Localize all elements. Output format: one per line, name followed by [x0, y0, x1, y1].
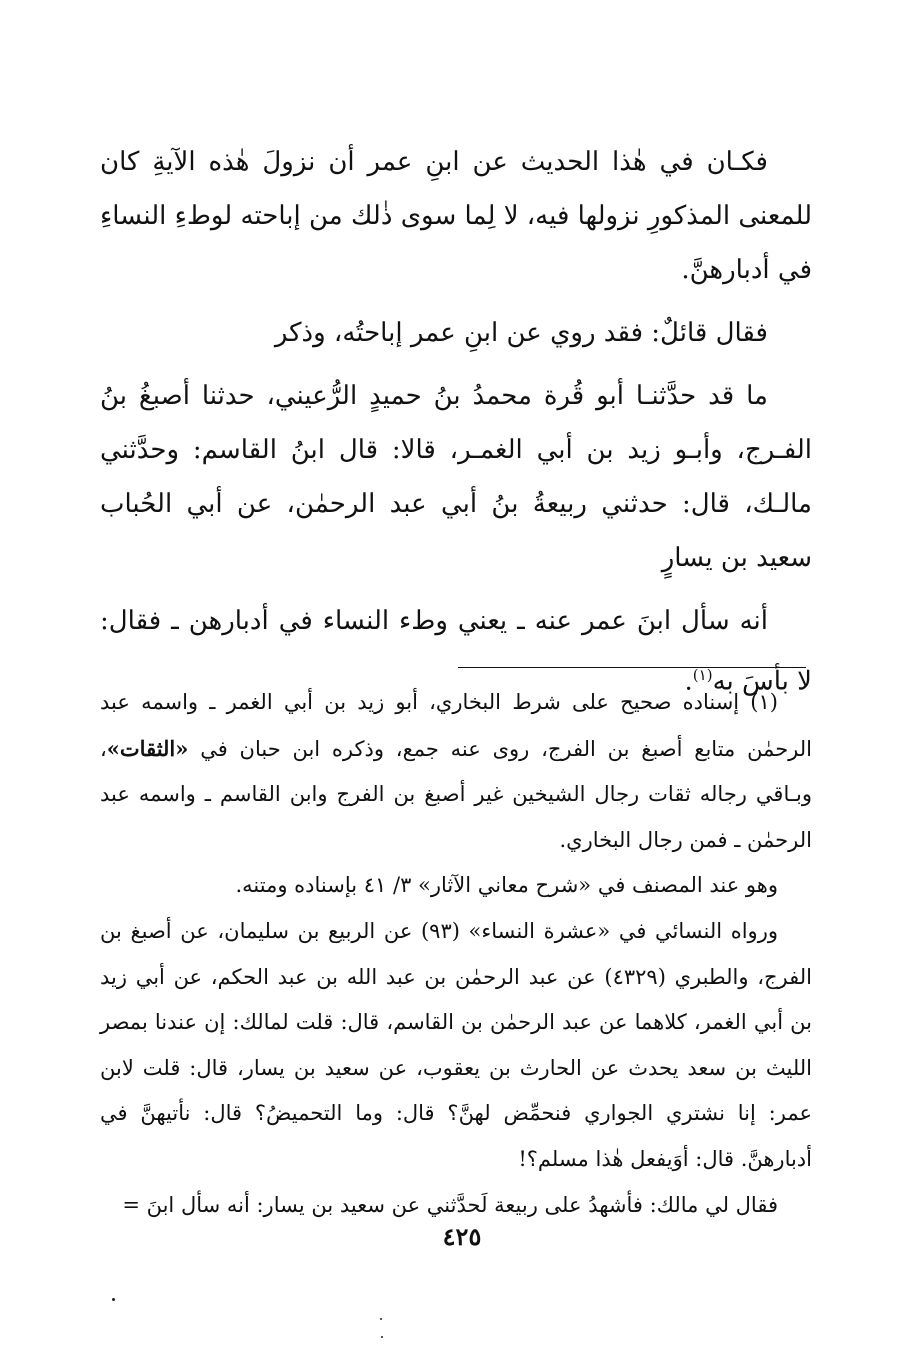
- paragraph-4-end: .: [684, 666, 693, 697]
- page-number: ٤٢٥: [442, 1222, 482, 1251]
- paragraph-3: ما قد حدَّثنـا أبو قُرة محمدُ بنُ حميدٍ الرُّعيني، حدثنا أصبغُ بنُ الفـرج، وأبـو زيد بن أبي الغمـر، قالا: قال ابنُ القاسم: وحدَّثني مالـك، قال: حدثني ربيعةُ بنُ أبي عبد الرحمٰن، عن أبي الحُباب سعيد بن يسارٍ: [100, 381, 812, 573]
- footnote-2: وهو عند المصنف في «شرح معاني الآثار» ٣/ ٤١ بإسناده ومتنه.: [235, 873, 778, 898]
- footnote-1-tail: ، وبـاقي رجاله ثقات رجال الشيخين غير أصبغ بن الفرج وابن القاسم ـ واسمه عبد الرحمٰن ـ فمن رجال البخاري.: [100, 736, 812, 852]
- scan-speck: [380, 1318, 382, 1320]
- paragraph-4-text: أنه سأل ابنَ عمر عنه ـ يعني وطء النساء في أدبارهن ـ فقال: لا بأسَ به: [100, 606, 812, 697]
- footnote-1: [100, 680, 812, 863]
- scan-speck: [381, 1336, 383, 1338]
- footnote-1-text: (١) إسناده صحيح على شرط البخاري، أبو زيد بن أبي الغمر ـ واسمه عبد الرحمٰن متابع أصبغ بن الفرج، روى عنه جمع، وذكره ابن حبان في: [100, 690, 812, 761]
- footnote-ref: (١): [692, 666, 713, 684]
- scan-speck: [112, 1298, 115, 1301]
- main-text: [100, 135, 812, 718]
- footnote-3: ورواه النسائي في «عشرة النساء» (٩٣) عن الربيع بن سليمان، عن أصبغ بن الفرج، والطبري (٤٣٢٩) عن عبد الرحمٰن بن عبد الله بن عبد الحكم، عن أبي زيد بن أبي الغمر، كلاهما عن عبد الرحمٰن بن القاسم، قال: قلت لمالك: إن عندنا بمصر الليث بن سعد يحدث عن الحارث بن يعقوب، عن سعيد بن يسار، قال: قلت لابن عمر: إنا نشتري الجواري فنحمِّض لهنَّ؟ قال: وما التحميضُ؟ قال: نأتيهنَّ في أدبارهنَّ. قال: أوَيفعل هٰذا مسلم؟!: [100, 918, 812, 1171]
- footnote-separator: [458, 667, 806, 668]
- footnote-4: فقال لي مالك: فأشهدُ على ربيعة لَحدَّثني عن سعيد بن يسار: أنه سأل ابنَ =: [122, 1192, 778, 1217]
- paragraph-1: فكـان في هٰذا الحديث عن ابنِ عمر أن نزولَ هٰذه الآيةِ كان للمعنى المذكورِ نزولها فيه، لا لِما سوى ذٰلك من إباحته لوطءِ النساءِ في أدبارهنَّ.: [100, 147, 812, 285]
- footnote-1-bold-title: «الثقات»: [106, 735, 189, 761]
- footnotes: [100, 680, 812, 1228]
- paragraph-2: فقال قائلٌ: فقد روي عن ابنِ عمر إباحتُه، وذكر: [274, 318, 768, 348]
